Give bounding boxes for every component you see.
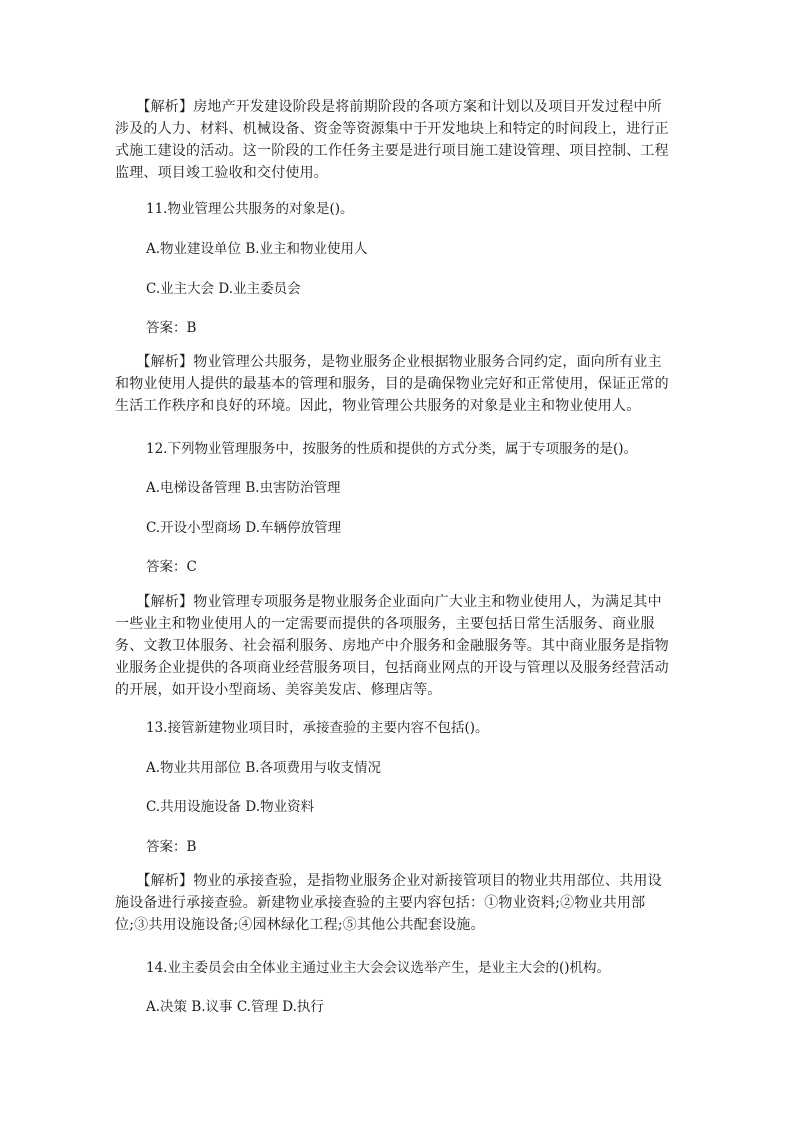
question-14: 14.业主委员会由全体业主通过业主大会会议选举产生，是业主大会的()机构。	[146, 960, 611, 976]
question-11-options-cd: C.业主大会 D.业主委员会	[146, 281, 301, 297]
question-11-explanation: 【解析】物业管理公共服务，是物业服务企业根据物业服务合同约定，面向所有业主和物业使用人提供的最基本的管理和服务，目的是确保物业完好和正常使用，保证正常的生活工作秩序和良好的环境。因此，物业管理公共服务的对象是业主和物业使用人。	[115, 354, 669, 414]
question-13-explanation: 【解析】物业的承接查验，是指物业服务企业对新接管项目的物业共用部位、共用设施设备进行承接查验。新建物业承接查验的主要内容包括：①物业资料;②物业共用部位;③共用设施设备;④园林绿化工程;⑤其他公共配套设施。	[115, 873, 662, 933]
question-13-answer: 答案：B	[146, 839, 197, 855]
question-11-options-ab: A.物业建设单位 B.业主和物业使用人	[146, 241, 368, 257]
question-12-answer: 答案：C	[146, 559, 197, 575]
question-13: 13.接管新建物业项目时，承接查验的主要内容不包括()。	[146, 720, 489, 736]
question-11: 11.物业管理公共服务的对象是()。	[146, 201, 354, 217]
question-13-options-ab: A.物业共用部位 B.各项费用与收支情况	[146, 760, 382, 776]
question-13-options-cd: C.共用设施设备 D.物业资料	[146, 799, 315, 815]
explanation-paragraph: 【解析】房地产开发建设阶段是将前期阶段的各项方案和计划以及项目开发过程中所涉及的人力、材料、机械设备、资金等资源集中于开发地块上和特定的时间段上，进行正式施工建设的活动。这一阶段的工作任务主要是进行项目施工建设管理、项目控制、工程监理、项目竣工验收和交付使用。	[115, 99, 669, 181]
question-12-options-cd: C.开设小型商场 D.车辆停放管理	[146, 520, 342, 536]
question-11-answer: 答案：B	[146, 320, 197, 336]
question-12: 12.下列物业管理服务中，按服务的性质和提供的方式分类，属于专项服务的是()。	[146, 441, 638, 457]
question-12-options-ab: A.电梯设备管理 B.虫害防治管理	[146, 480, 341, 496]
question-14-options: A.决策 B.议事 C.管理 D.执行	[146, 999, 324, 1015]
question-12-explanation: 【解析】物业管理专项服务是物业服务企业面向广大业主和物业使用人，为满足其中一些业主和物业使用人的一定需要而提供的各项服务，主要包括日常生活服务、商业服务、文教卫体服务、社会福利服务、房地产中介服务和金融服务等。其中商业服务是指物业服务企业提供的各项商业经营服务项目，包括商业网点的开设与管理以及服务经营活动的开展，如开设小型商场、美容美发店、修理店等。	[115, 594, 669, 698]
